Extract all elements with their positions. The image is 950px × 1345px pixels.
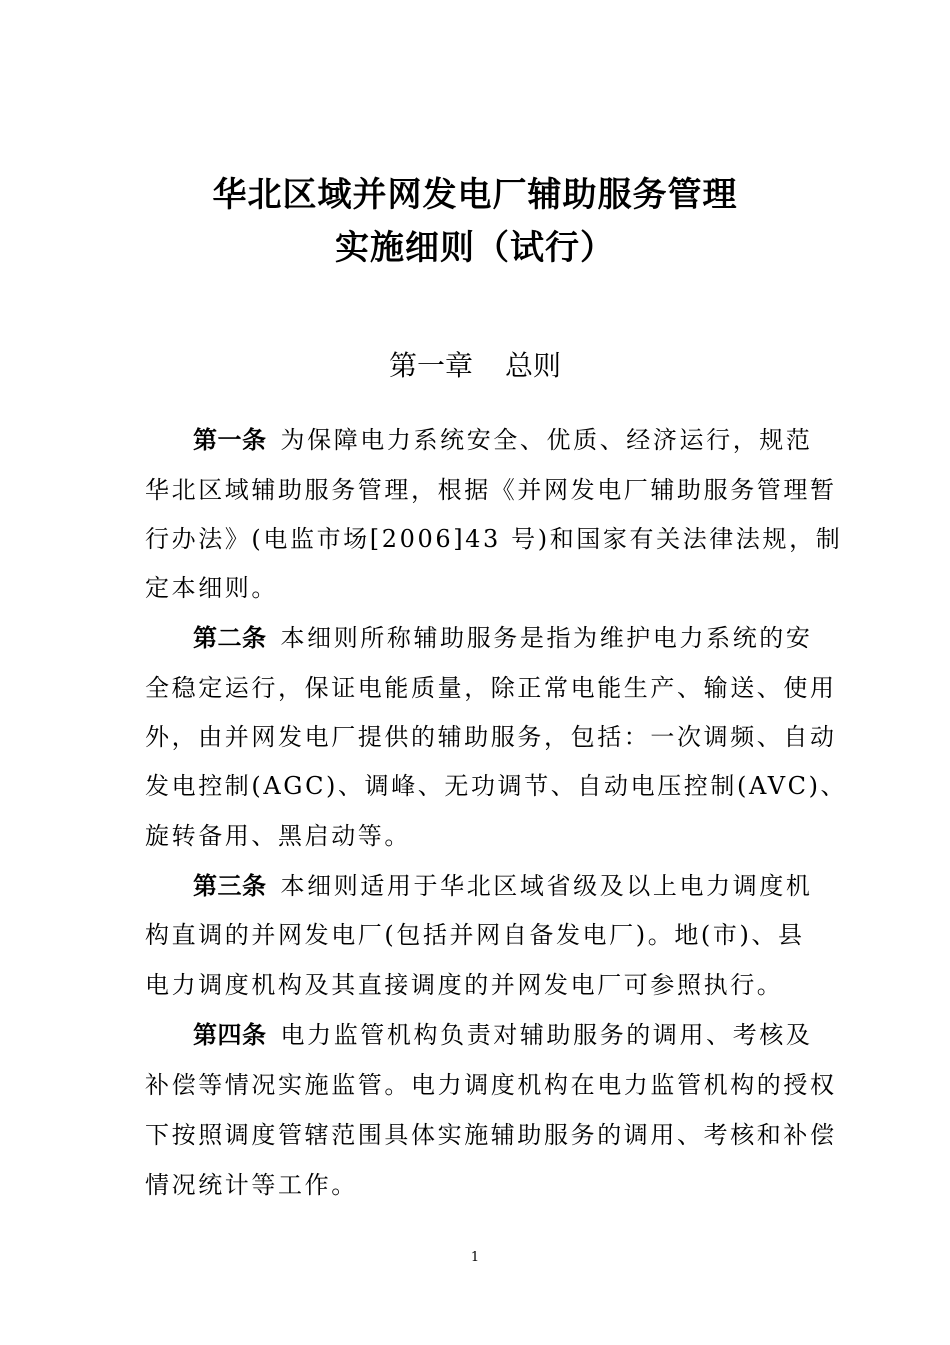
article-3-heading: 第三条 [193, 872, 267, 900]
article-1-line-4: 定本细则。 [145, 574, 278, 602]
article-1-text-1: 为保障电力系统安全、优质、经济运行，规范 [280, 426, 813, 454]
article-4-line-4: 情况统计等工作。 [145, 1171, 358, 1199]
article-3-line-1 [193, 871, 815, 901]
article-3-line-2: 构直调的并网发电厂(包括并网自备发电厂)。地(市)、县 [145, 921, 805, 949]
article-2-line-4: 发电控制(AGC)、调峰、无功调节、自动电压控制(AVC)、 [145, 772, 848, 800]
article-1-line-3: 行办法》(电监市场[2006]43 号)和国家有关法律法规，制 [145, 525, 843, 553]
article-3-text-1: 本细则适用于华北区域省级及以上电力调度机 [280, 872, 813, 900]
page-number: 1 [470, 1250, 480, 1265]
document-title-line-1: 华北区域并网发电厂辅助服务管理 [212, 175, 738, 215]
article-3-line-3: 电力调度机构及其直接调度的并网发电厂可参照执行。 [145, 971, 784, 999]
article-1-line-2: 华北区域辅助服务管理，根据《并网发电厂辅助服务管理暂 [145, 476, 837, 504]
article-2-heading: 第二条 [193, 624, 267, 652]
article-4-line-2: 补偿等情况实施监管。电力调度机构在电力监管机构的授权 [145, 1071, 837, 1099]
article-2-line-5: 旋转备用、黑启动等。 [145, 822, 411, 850]
article-1-heading: 第一条 [193, 426, 267, 454]
chapter-heading [0, 348, 950, 384]
chapter-number: 第一章 [388, 349, 473, 382]
document-title-line-2: 实施细则（试行） [335, 228, 615, 268]
article-4-line-3: 下按照调度管辖范围具体实施辅助服务的调用、考核和补偿 [145, 1121, 837, 1149]
article-1-line-1 [193, 425, 815, 455]
article-2-line-2: 全稳定运行，保证电能质量，除正常电能生产、输送、使用 [145, 674, 837, 702]
article-4-heading: 第四条 [193, 1021, 267, 1049]
article-2-text-1: 本细则所称辅助服务是指为维护电力系统的安 [280, 624, 813, 652]
article-4-line-1 [193, 1020, 815, 1050]
chapter-title: 总则 [505, 349, 562, 382]
article-2-line-1 [193, 623, 815, 653]
article-2-line-3: 外，由并网发电厂提供的辅助服务，包括：一次调频、自动 [145, 723, 837, 751]
article-4-text-1: 电力监管机构负责对辅助服务的调用、考核及 [280, 1021, 813, 1049]
